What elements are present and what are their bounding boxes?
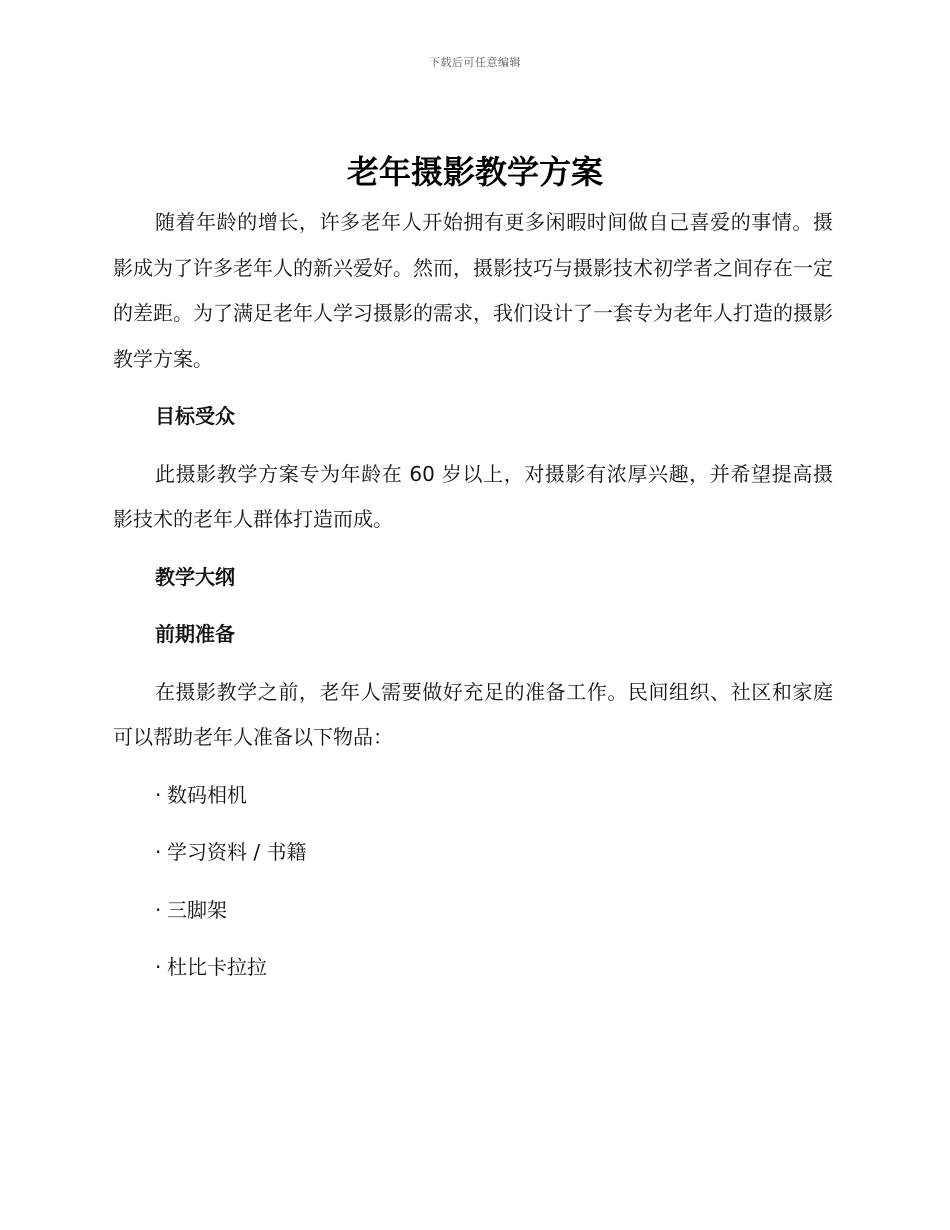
audience-paragraph: 此摄影教学方案专为年龄在 60 岁以上，对摄影有浓厚兴趣，并希望提高摄影技术的老年人群体打造而成。: [113, 461, 833, 531]
list-item: [155, 830, 833, 876]
bullet-icon: ·: [155, 840, 162, 864]
supplies-list: [113, 773, 833, 991]
header-note: 下载后可任意编辑: [429, 56, 521, 69]
list-item-text: 杜比卡拉拉: [167, 955, 267, 979]
heading-preparation: 前期准备: [155, 622, 235, 646]
list-item-text: 数码相机: [167, 782, 247, 807]
list-item-text: 三脚架: [167, 897, 227, 922]
heading-target-audience: 目标受众: [155, 404, 235, 428]
document-body: [113, 200, 833, 1003]
list-item: [155, 773, 833, 819]
bullet-icon: ·: [155, 897, 162, 922]
heading-teaching-outline: 教学大纲: [155, 564, 235, 589]
document-title: 老年摄影教学方案: [346, 153, 603, 191]
list-item: [155, 945, 833, 991]
list-item: [155, 888, 833, 934]
bullet-icon: ·: [155, 955, 162, 979]
preparation-paragraph: 在摄影教学之前，老年人需要做好充足的准备工作。民间组织、社区和家庭可以帮助老年人准备以下物品：: [113, 679, 833, 749]
list-item-text: 学习资料 / 书籍: [167, 840, 307, 864]
bullet-icon: ·: [155, 782, 162, 807]
intro-paragraph: 随着年龄的增长，许多老年人开始拥有更多闲暇时间做自己喜爱的事情。摄影成为了许多老年人的新兴爱好。然而，摄影技巧与摄影技术初学者之间存在一定的差距。为了满足老年人学习摄影的需求，我们设计了一套专为老年人打造的摄影教学方案。: [113, 210, 833, 371]
